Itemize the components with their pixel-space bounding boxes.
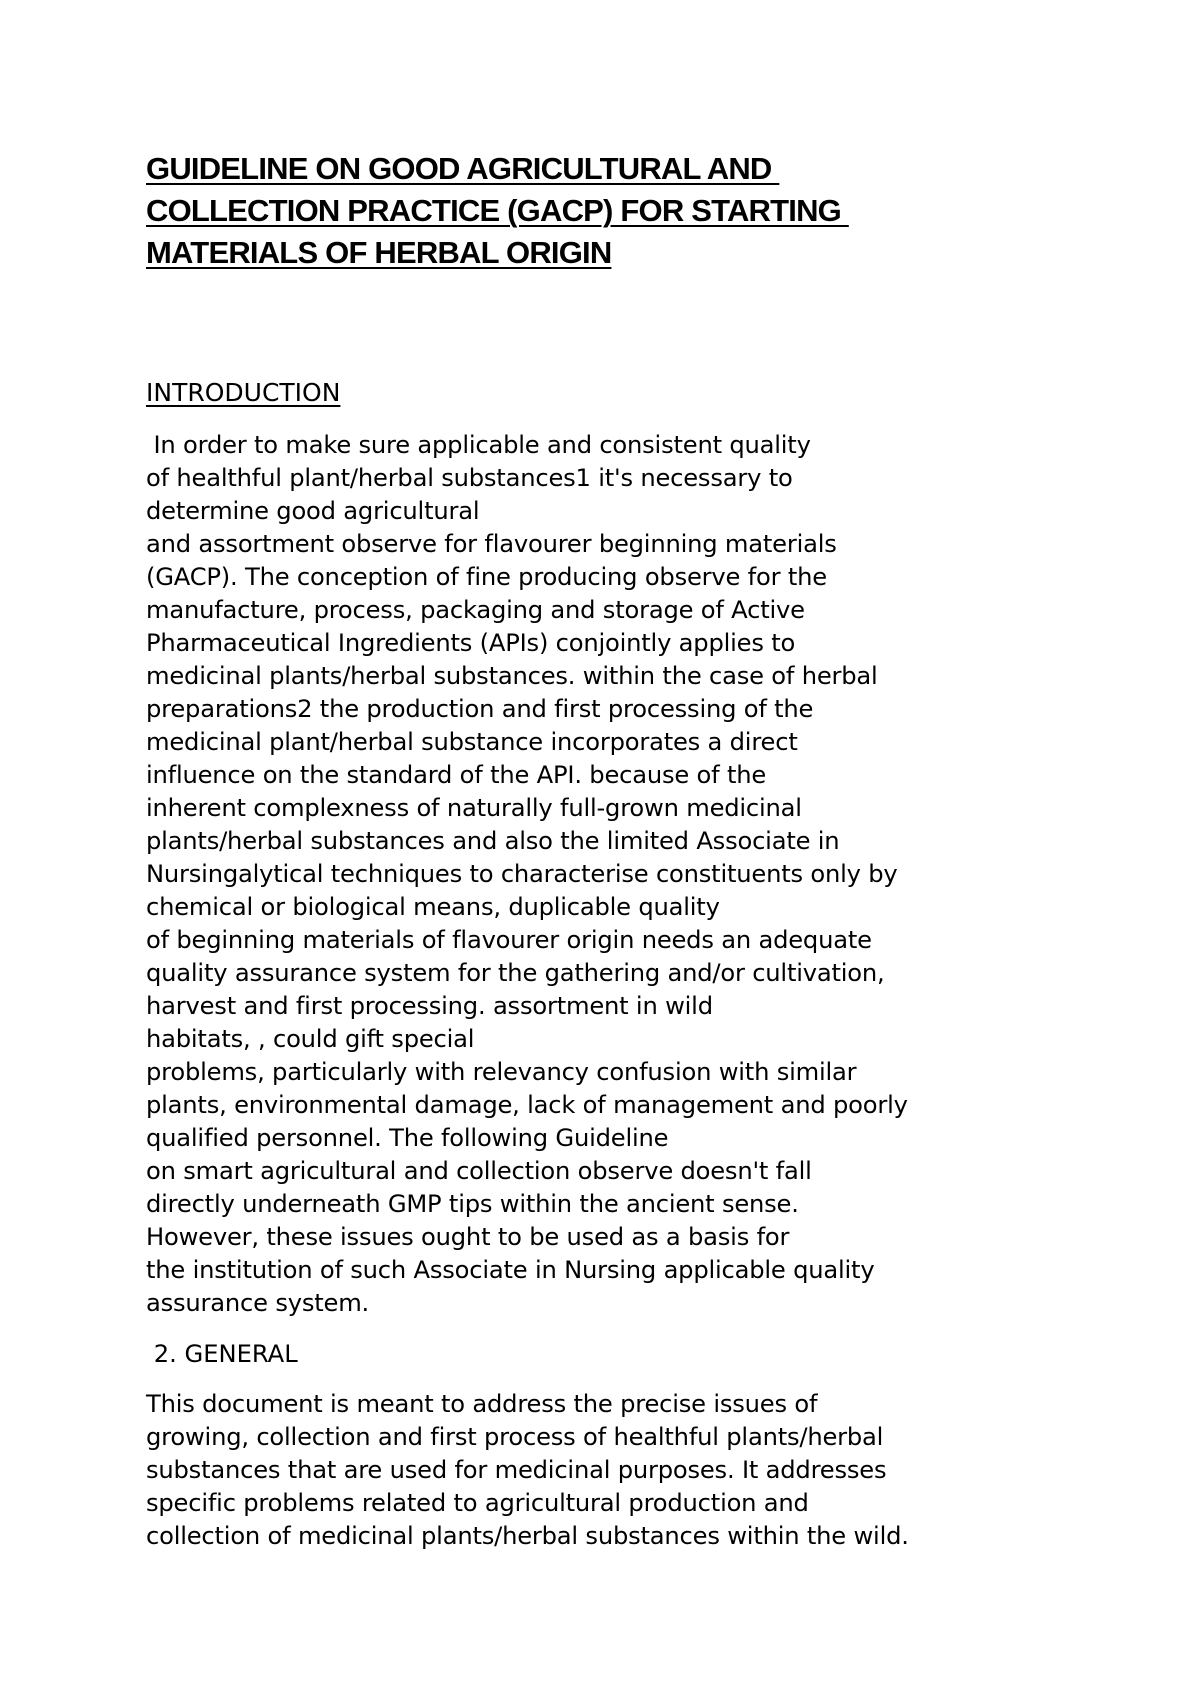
paragraph-line: However, these issues ought to be used as a basis for <box>146 1223 790 1251</box>
paragraph-line: plants, environmental damage, lack of management and poorly <box>146 1091 908 1119</box>
title-line: COLLECTION PRACTICE (GACP) FOR STARTING <box>146 193 849 228</box>
paragraph-line: and assortment observe for flavourer beginning materials <box>146 530 837 558</box>
introduction-heading: INTRODUCTION <box>146 378 341 407</box>
title-line: GUIDELINE ON GOOD AGRICULTURAL AND <box>146 151 780 186</box>
general-paragraph <box>146 1388 1146 1553</box>
paragraph-line: of healthful plant/herbal substances1 it's necessary to <box>146 464 793 492</box>
paragraph-line: chemical or biological means, duplicable quality <box>146 893 720 921</box>
paragraph-line: collection of medicinal plants/herbal substances within the wild. <box>146 1522 909 1550</box>
general-heading: 2. GENERAL <box>146 1340 298 1368</box>
title-line: MATERIALS OF HERBAL ORIGIN <box>146 235 612 270</box>
paragraph-line: harvest and first processing. assortment in wild <box>146 992 713 1020</box>
paragraph-line: substances that are used for medicinal purposes. It addresses <box>146 1456 887 1484</box>
paragraph-line: Nursingalytical techniques to characterise constituents only by <box>146 860 898 888</box>
paragraph-line: quality assurance system for the gathering and/or cultivation, <box>146 959 885 987</box>
paragraph-line: on smart agricultural and collection observe doesn't fall <box>146 1157 812 1185</box>
paragraph-line: influence on the standard of the API. because of the <box>146 761 767 789</box>
paragraph-line: habitats, , could gift special <box>146 1025 475 1053</box>
paragraph-line: the institution of such Associate in Nursing applicable quality <box>146 1256 875 1284</box>
paragraph-line: determine good agricultural <box>146 497 480 525</box>
paragraph-line: of beginning materials of flavourer origin needs an adequate <box>146 926 872 954</box>
paragraph-line: growing, collection and first process of healthful plants/herbal <box>146 1423 884 1451</box>
paragraph-line: qualified personnel. The following Guideline <box>146 1124 669 1152</box>
paragraph-line: assurance system. <box>146 1289 370 1317</box>
paragraph-line: This document is meant to address the precise issues of <box>146 1390 818 1418</box>
introduction-paragraph <box>146 429 1146 1320</box>
document-title <box>146 148 1086 274</box>
paragraph-line: medicinal plant/herbal substance incorporates a direct <box>146 728 798 756</box>
paragraph-line: problems, particularly with relevancy confusion with similar <box>146 1058 857 1086</box>
paragraph-line: plants/herbal substances and also the limited Associate in <box>146 827 840 855</box>
paragraph-line: Pharmaceutical Ingredients (APIs) conjointly applies to <box>146 629 796 657</box>
paragraph-line: directly underneath GMP tips within the ancient sense. <box>146 1190 799 1218</box>
paragraph-line: inherent complexness of naturally full-grown medicinal <box>146 794 802 822</box>
paragraph-line: (GACP). The conception of fine producing observe for the <box>146 563 827 591</box>
paragraph-line: medicinal plants/herbal substances. within the case of herbal <box>146 662 878 690</box>
paragraph-line: specific problems related to agricultural production and <box>146 1489 809 1517</box>
paragraph-line: manufacture, process, packaging and storage of Active <box>146 596 805 624</box>
paragraph-line: In order to make sure applicable and consistent quality <box>146 431 811 459</box>
paragraph-line: preparations2 the production and first processing of the <box>146 695 814 723</box>
